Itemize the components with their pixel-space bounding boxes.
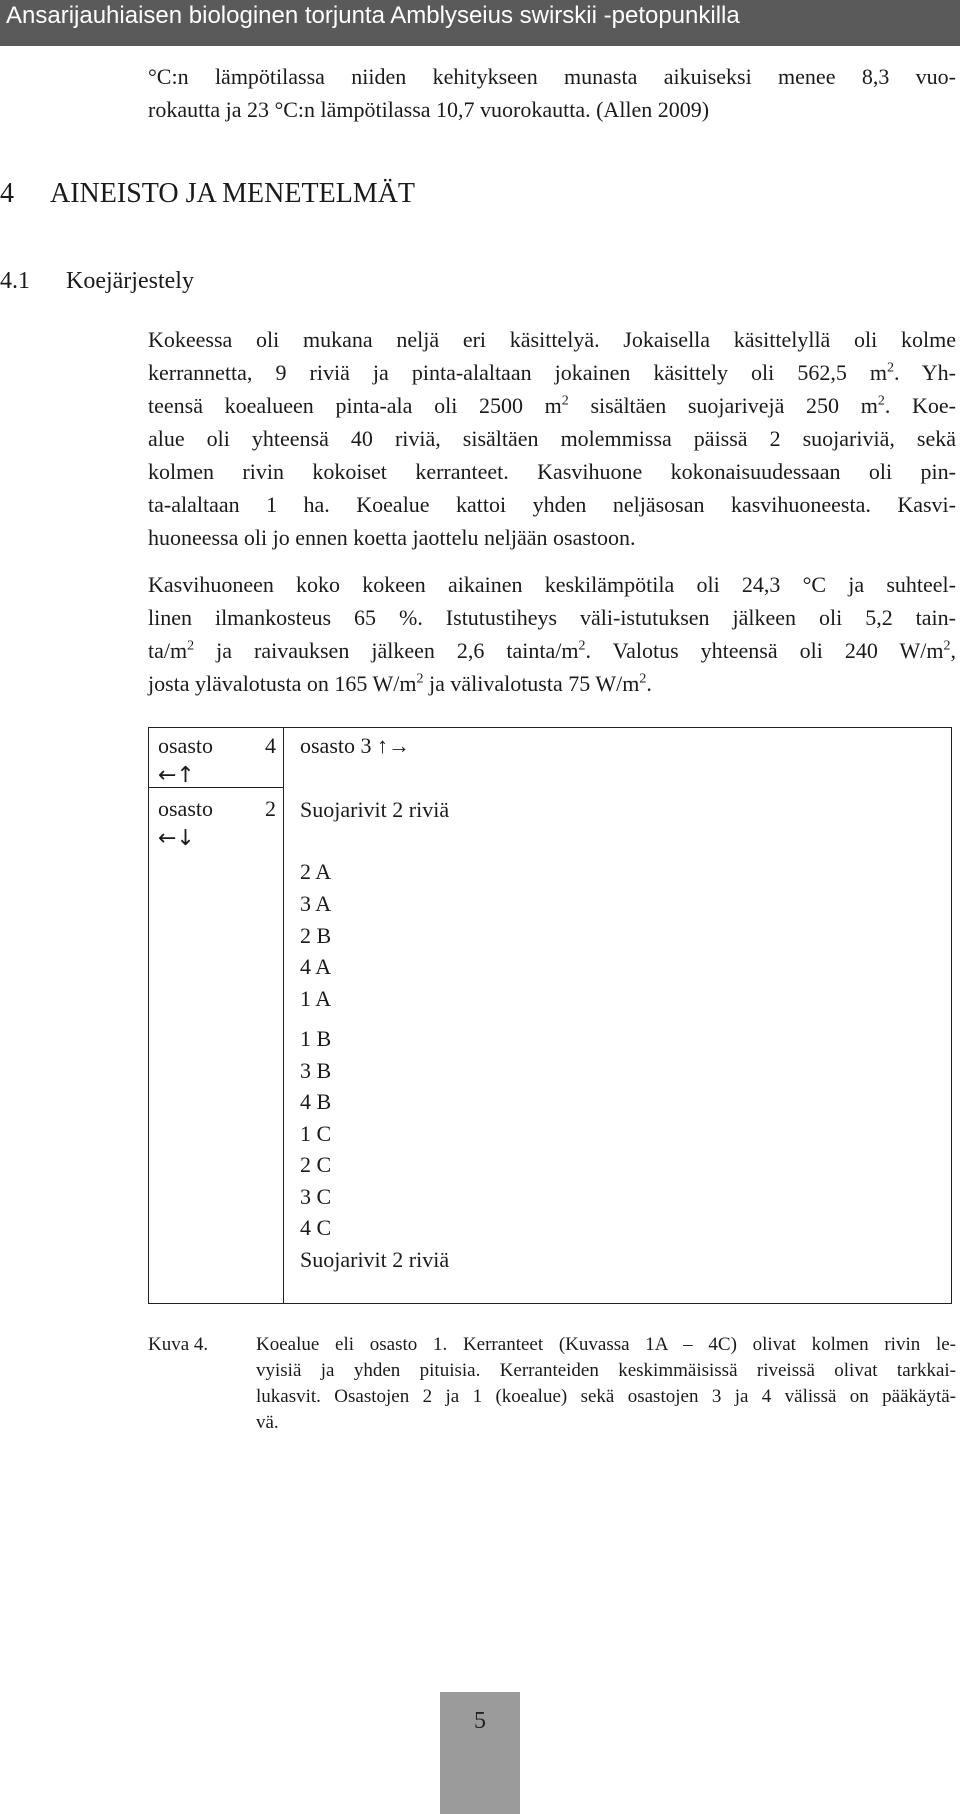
compartment-2-label: osasto 2 ←↓	[158, 794, 276, 854]
figure-caption-label: Kuva 4.	[148, 1334, 209, 1355]
plot-row-label: 3 C	[300, 1184, 332, 1209]
text-line: kolmen rivin kokoiset kerranteet. Kasvihuone kokonaisuudessaan oli pin-	[148, 459, 956, 484]
plot-row-label: 2 C	[300, 1152, 332, 1177]
text-line: teensä koealueen pinta-ala oli 2500 $m^2$ sisältäen suojarivejä 250 $m^2$. Koe-	[148, 393, 956, 418]
text-line: ta-alaltaan 1 ha. Koealue kattoi yhden neljäsosan kasvihuoneesta. Kasvi-	[148, 492, 956, 517]
plot-row-label: 1 B	[300, 1026, 332, 1051]
subsection-heading	[0, 265, 194, 297]
plot-row-label: 3 B	[300, 1058, 332, 1083]
plot-row-label: 1 A	[300, 986, 332, 1011]
compartment-3-label: osasto 3 ↑→	[300, 733, 410, 758]
page-number-box	[440, 1692, 520, 1814]
subsection-number: 4.1	[0, 268, 30, 294]
plot-row-label: 4 A	[300, 954, 332, 979]
compartment-4-label: osasto 4 ←↑	[158, 731, 276, 791]
figure-caption-text	[256, 1332, 956, 1436]
subsection-title: Koejärjestely	[66, 268, 194, 294]
arrows-left-down-icon: ←↓	[158, 826, 195, 851]
plot-row-label: 2 B	[300, 923, 332, 948]
paragraph-conditions	[148, 568, 956, 700]
text-line: josta ylävalotusta on 165 $W/m^2$ ja välivalotusta 75 $W/m^2$.	[148, 671, 652, 696]
header-title: Ansarijauhiaisen biologinen torjunta Amblyseius swirskii -petopunkilla	[6, 2, 740, 29]
plot-row-label: 3 A	[300, 891, 332, 916]
caption-line: vyisiä ja yhden pituisia. Kerranteiden keskimmäisissä riveissä olivat tarkkai-	[256, 1360, 956, 1381]
text-line: linen ilmankosteus 65 %. Istutustiheys väli-istutuksen jälkeen oli 5,2 tain-	[148, 605, 956, 630]
text-line: °C:n lämpötilassa niiden kehitykseen munasta aikuiseksi menee 8,3 vuo-	[148, 64, 956, 89]
caption-line: vä.	[256, 1412, 279, 1433]
intro-paragraph	[148, 60, 956, 126]
plot-row-label: Suojarivit 2 riviä	[300, 797, 450, 822]
text-line: Kasvihuoneen koko kokeen aikainen keskilämpötila oli 24,3 °C ja suhteel-	[148, 572, 956, 597]
section-heading	[0, 176, 415, 212]
page-number: 5	[474, 1708, 486, 1734]
caption-line: lukasvit. Osastojen 2 ja 1 (koealue) sekä osastojen 3 ja 4 välissä on pääkäytä-	[256, 1386, 956, 1407]
running-header	[0, 0, 960, 46]
plot-row-label: Suojarivit 2 riviä	[300, 1247, 450, 1272]
text-line: $ta/m^2$ ja raivauksen jälkeen 2,6 tainta/$m^2$. Valotus yhteensä oli 240 $W/m^2$,	[148, 638, 956, 663]
paragraph-setup	[148, 323, 956, 554]
caption-line: Koealue eli osasto 1. Kerranteet (Kuvassa 1A – 4C) olivat kolmen rivin le-	[256, 1334, 956, 1355]
section-title: AINEISTO JA MENETELMÄT	[50, 178, 416, 209]
plot-row-label: 4 C	[300, 1215, 332, 1240]
plot-row-label: 2 A	[300, 859, 332, 884]
text-line: alue oli yhteensä 40 riviä, sisältäen molemmissa päissä 2 suojariviä, sekä	[148, 426, 956, 451]
section-number: 4	[0, 178, 14, 209]
text-line: rokautta ja 23 °C:n lämpötilassa 10,7 vuorokautta. (Allen 2009)	[148, 97, 710, 122]
plot-row-label: 1 C	[300, 1121, 332, 1146]
layout-diagram-divider	[283, 727, 284, 1304]
plot-row-label: 4 B	[300, 1089, 332, 1114]
text-line: kerrannetta, 9 riviä ja pinta-alaltaan jokainen käsittely oli 562,5 $m^2$. Yh-	[148, 360, 956, 385]
text-line: Kokeessa oli mukana neljä eri käsittelyä. Jokaisella käsittelyllä oli kolme	[148, 327, 956, 352]
arrows-left-up-icon: ←↑	[158, 763, 195, 788]
text-line: huoneessa oli jo ennen koetta jaottelu neljään osastoon.	[148, 525, 636, 550]
